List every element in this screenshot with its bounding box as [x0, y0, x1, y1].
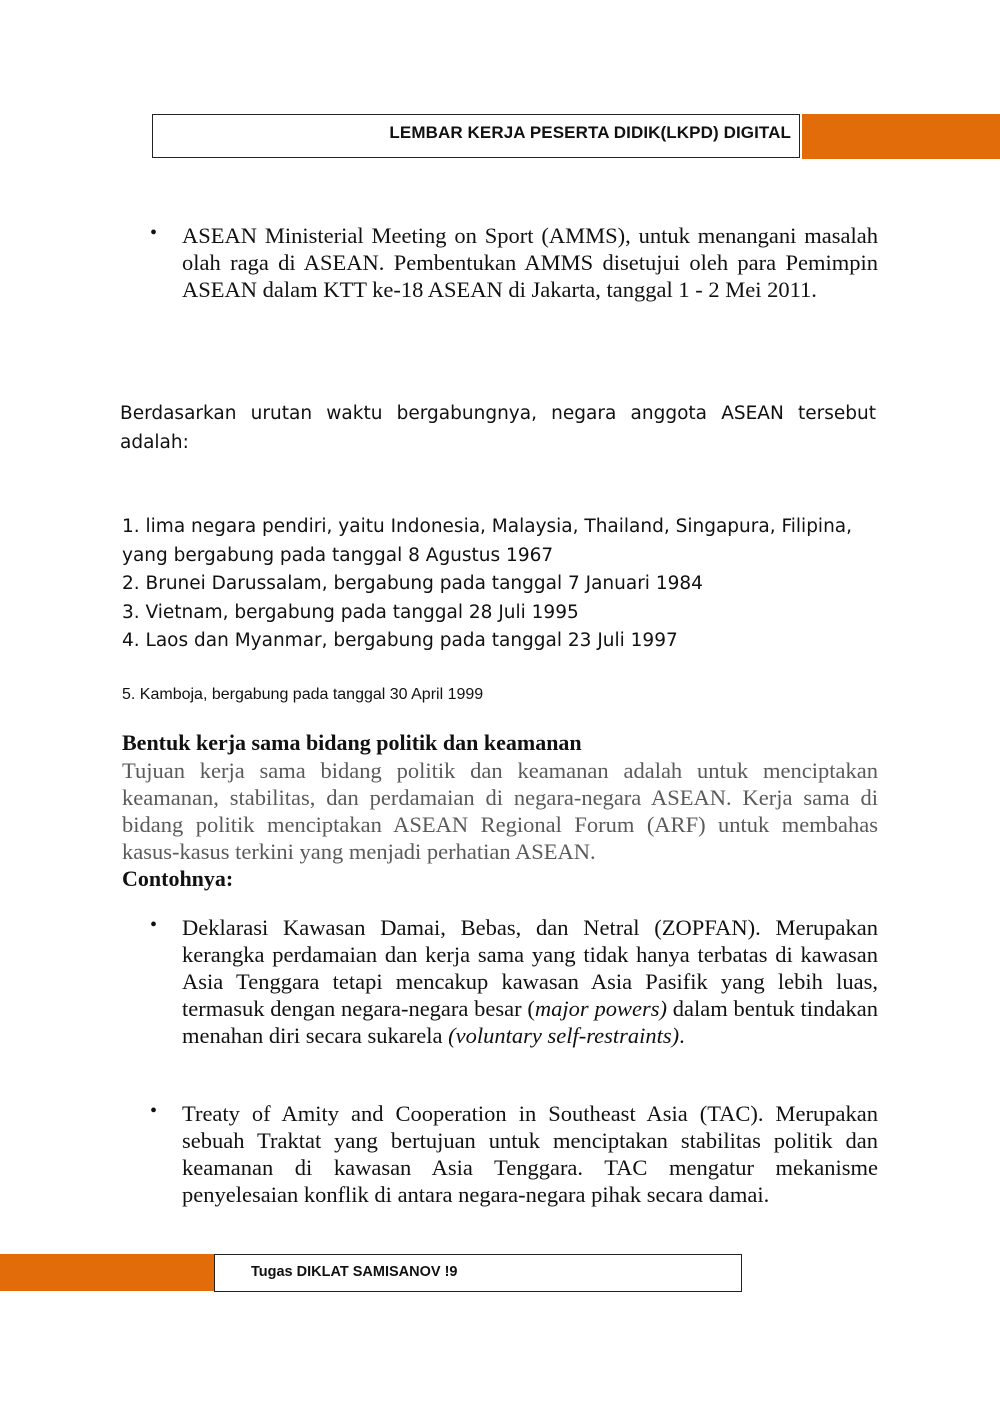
section-heading: Bentuk kerja sama bidang politik dan keamanan [122, 730, 582, 755]
examples-label: Contohnya: [122, 866, 234, 891]
zopfan-text-c: . [679, 1023, 685, 1048]
list-item: 2. Brunei Darussalam, bergabung pada tanggal 7 Januari 1984 [122, 573, 703, 594]
zopfan-bullet-list [122, 914, 878, 1049]
list-item: 1. lima negara pendiri, yaitu Indonesia, Malaysia, Thailand, Singapura, Filipina, yang bergabung pada tanggal 8 Agustus 1967 [122, 516, 853, 566]
zopfan-italic-major-powers: major powers) [534, 996, 667, 1021]
zopfan-paragraph [182, 914, 878, 1049]
zopfan-italic-restraints: (voluntary self-restraints) [448, 1023, 680, 1048]
footer-box [214, 1254, 742, 1292]
page-title: LEMBAR KERJA PESERTA DIDIK(LKPD) DIGITAL [389, 123, 791, 142]
tac-paragraph: Treaty of Amity and Cooperation in Southeast Asia (TAC). Merupakan sebuah Traktat yang bertujuan untuk menciptakan stabilitas politik dan keamanan di kawasan Asia Tenggara. TAC mengatur mekanisme penyelesaian konflik di antara negara-negara pihak secara damai. [182, 1101, 878, 1207]
list-item [122, 222, 878, 303]
bullet-icon: • [150, 222, 158, 244]
footer-text: Tugas DIKLAT SAMISANOV !9 [251, 1264, 458, 1280]
member-list [122, 513, 882, 656]
bullet-icon: • [150, 914, 158, 936]
list-item: 4. Laos dan Myanmar, bergabung pada tanggal 23 Juli 1997 [122, 630, 678, 651]
zopfan-text-b: dalam bentuk tindakan menahan diri secara sukarela [182, 996, 878, 1048]
bullet-icon: • [150, 1100, 158, 1122]
list-item [122, 1100, 878, 1208]
footer-accent-bar [0, 1254, 214, 1291]
tac-bullet-list [122, 1100, 878, 1208]
amms-bullet-list [122, 222, 878, 303]
list-item: 3. Vietnam, bergabung pada tanggal 28 Juli 1995 [122, 601, 579, 623]
intro-paragraph: Berdasarkan urutan waktu bergabungnya, negara anggota ASEAN tersebut adalah: [120, 403, 876, 453]
zopfan-text-a: Deklarasi Kawasan Damai, Bebas, dan Netral (ZOPFAN). Merupakan kerangka perdamaian dan kerja sama yang tidak hanya terbatas di kawasan Asia Tenggara tetapi mencakup kawasan Asia Pasifik yang lebih luas, termasuk dengan negara-negara besar ( [182, 915, 878, 1021]
list-item [122, 914, 878, 1049]
section-body: Tujuan kerja sama bidang politik dan keamanan adalah untuk menciptakan keamanan, stabilitas, dan perdamaian di negara-negara ASEAN. Kerja sama di bidang politik menciptakan ASEAN Regional Forum (ARF) untuk membahas kasus-kasus terkini yang menjadi perhatian ASEAN. [122, 758, 878, 864]
member-five: 5. Kamboja, bergabung pada tanggal 30 April 1999 [122, 686, 484, 703]
header-box [152, 114, 800, 158]
amms-paragraph: ASEAN Ministerial Meeting on Sport (AMMS), untuk menangani masalah olah raga di ASEAN. Pembentukan AMMS disetujui oleh para Pemimpin ASEAN dalam KTT ke-18 ASEAN di Jakarta, tanggal 1 - 2 Mei 2011. [182, 223, 878, 302]
header-accent-bar [802, 114, 1000, 159]
